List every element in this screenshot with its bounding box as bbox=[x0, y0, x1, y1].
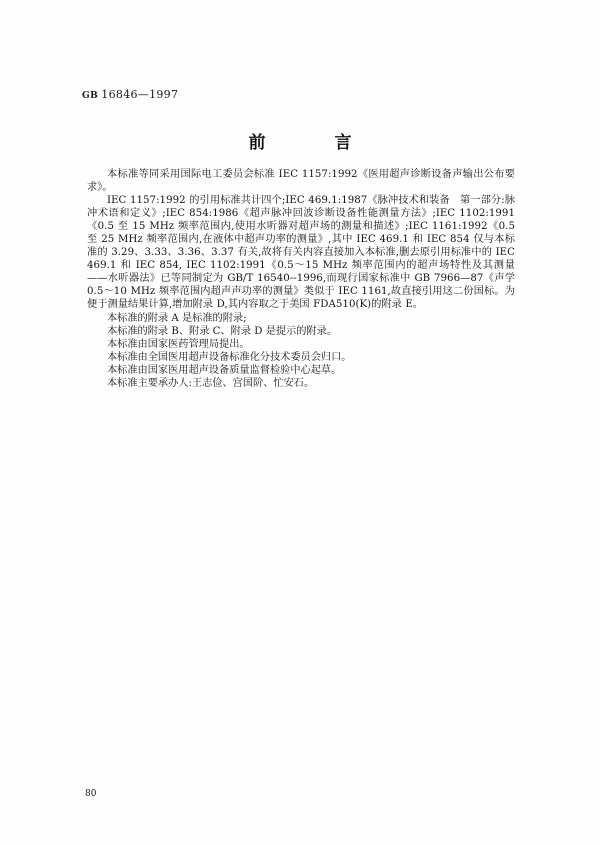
foreword-body bbox=[87, 168, 526, 390]
foreword-note: 本标准的附录 B、附录 C、附录 D 是提示的附录。 bbox=[107, 325, 337, 337]
page-title: 前 言 bbox=[248, 133, 378, 153]
standard-number-header bbox=[82, 88, 178, 101]
foreword-paragraph: IEC 1157:1992 的引用标准共计四个;IEC 469.1:1987《脉冲技术和装备 第一部分:脉冲术语和定义》;IEC 854:1986《超声脉冲回波诊断设备性能测量方法》;IEC 1102:1991《0.5 至 15 MHz 频率范围内,使用水听器对超声场的测量和描述》;IEC 1161:1992《0.5 至 25 MHz 频率范围内,在液体中超声功率的测量》,其中 IEC 469.1 和 IEC 854 仅与本标准的 3.29、3.33、3.36、3.37 有关,故将有关内容直接加入本标准,删去原引用标准中的 IEC 469.1 和 IEC 854, IEC 1102:1991《0.5～15 MHz 频率范围内的超声场特性及其测量——水听器法》已等同制定为 GB/T 16540--1996,而现行国家标准中 GB 7966—87《声学 0.5～10 MHz 频率范围内超声声功率的测量》类似于 IEC 1161,故直接引用这二份国标。为便于测量结果计算,增加附录 D,其内容取之于美国 FDA510(K)的附录 E。 bbox=[87, 195, 526, 311]
foreword-note: 本标准的附录 A 是标准的附录; bbox=[107, 312, 247, 324]
foreword-note: 本标准由全国医用超声设备标准化分技术委员会归口。 bbox=[107, 351, 352, 363]
foreword-note: 本标准由国家医药管理局提出。 bbox=[107, 338, 250, 350]
page-number: 80 bbox=[85, 789, 97, 799]
foreword-paragraph: 本标准等同采用国际电工委员会标准 IEC 1157:1992《医用超声诊断设备声输出公布要求》。 bbox=[87, 169, 515, 194]
foreword-note: 本标准主要承办人:王志俭、宫国阶、忙安石。 bbox=[107, 377, 315, 389]
foreword-note: 本标准由国家医用超声设备质量监督检验中心起草。 bbox=[107, 364, 342, 376]
standard-code: 16846—1997 bbox=[101, 88, 179, 101]
standard-prefix: GB bbox=[82, 91, 99, 101]
